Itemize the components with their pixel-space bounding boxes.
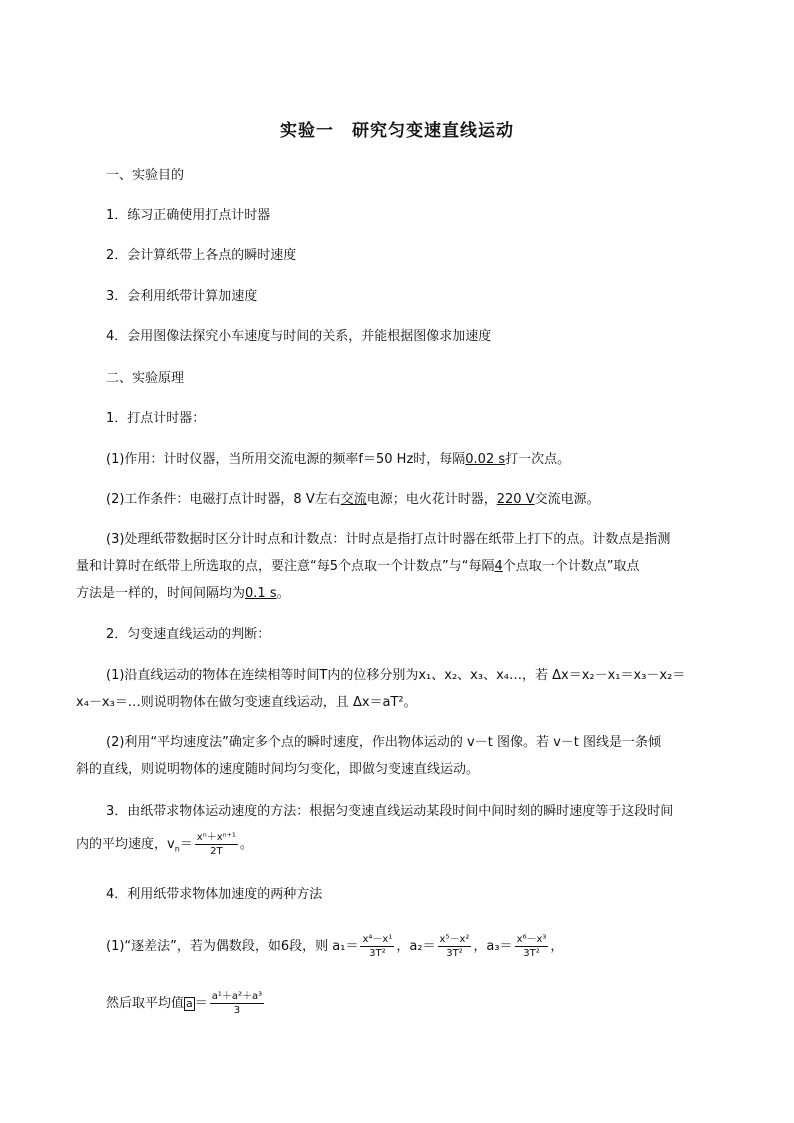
principle-1c-mid: 个点取一个计数点”取点 <box>502 559 640 574</box>
velocity-fraction <box>195 831 238 858</box>
fraction-denominator: 3T² <box>523 948 540 959</box>
principle-4-title: 4．利用纸带求物体加速度的两种方法 <box>106 887 323 902</box>
principle-4a-sep-2: ，a₃＝ <box>473 939 513 954</box>
a1-fraction <box>360 933 394 960</box>
fraction-denominator: 3 <box>233 1005 241 1016</box>
principle-3-line-2 <box>76 831 253 859</box>
principle-1c-tail: 。 <box>276 586 290 601</box>
principle-1a-tail: 打一次点。 <box>505 452 571 467</box>
objective-item-3: 3．会利用纸带计算加速度 <box>106 289 258 304</box>
principle-1-title: 1．打点计时器： <box>106 411 206 426</box>
velocity-subscript: n <box>174 844 180 854</box>
principle-1a-answer: 0.02 s <box>465 452 506 467</box>
a2-fraction <box>438 933 472 960</box>
fraction-numerator: x⁵－x² <box>439 934 470 945</box>
average-fraction <box>210 990 264 1017</box>
principle-1b-text: (2)工作条件：电磁打点计时器，8 V左右 <box>106 492 341 507</box>
fraction-numerator: xⁿ＋xⁿ⁺¹ <box>196 832 236 843</box>
fraction-numerator: a¹＋a²＋a³ <box>211 991 263 1002</box>
principle-1a <box>106 451 570 469</box>
principle-4a-sep-1: ，a₂＝ <box>396 939 436 954</box>
principle-1a-text: (1)作用：计时仪器，当所用交流电源的频率f＝50 Hz时，每隔 <box>106 452 466 467</box>
fraction-numerator: x⁶－x³ <box>516 934 547 945</box>
principle-1c-text-3: 方法是一样的，时间间隔均为 <box>76 586 246 601</box>
principle-2a-line-2: x₄－x₃＝…则说明物体在做匀变速直线运动，且 Δx＝aT²。 <box>76 695 417 710</box>
principle-1c-answer-1: 4 <box>494 559 503 574</box>
principle-2b-line-1: (2)利用“平均速度法”确定多个点的瞬时速度，作出物体运动的 v－t 图像。若 v－t 图线是一条倾 <box>106 735 661 750</box>
principle-1c-line-2 <box>76 558 640 576</box>
section-heading-objectives: 一、实验目的 <box>106 168 185 183</box>
principle-1b-answer-2: 220 V <box>496 492 535 507</box>
principle-1b-answer-1: 交流 <box>340 492 367 507</box>
principle-4a <box>106 933 563 960</box>
section-heading-principle: 二、实验原理 <box>106 371 185 386</box>
objective-item-1: 1．练习正确使用打点计时器 <box>106 208 271 223</box>
principle-2a-line-1: (1)沿直线运动的物体在连续相等时间T内的位移分别为x₁、x₂、x₃、x₄…，若 Δx＝x₂－x₁＝x₃－x₂＝ <box>106 668 686 683</box>
objective-item-2: 2．会计算纸带上各点的瞬时速度 <box>106 248 297 263</box>
principle-2-title: 2．匀变速直线运动的判断： <box>106 627 271 642</box>
page-title: 实验一 研究匀变速直线运动 <box>280 121 514 141</box>
principle-3-tail: 。 <box>239 837 253 852</box>
equals-sign: ＝ <box>179 837 193 852</box>
principle-1c-answer-2: 0.1 s <box>245 586 277 601</box>
equals-sign: ＝ <box>194 996 208 1011</box>
principle-2b-line-2: 斜的直线，则说明物体的速度随时间均匀变化，即做匀变速直线运动。 <box>76 762 480 777</box>
principle-3-line-1: 3．由纸带求物体运动速度的方法：根据匀变速直线运动某段时间中间时刻的瞬时速度等于这段时间 <box>106 804 674 819</box>
principle-4b-text: 然后取平均值 <box>106 996 185 1011</box>
objective-item-4: 4．会用图像法探究小车速度与时间的关系，并能根据图像求加速度 <box>106 329 492 344</box>
principle-3-text: 内的平均速度，v <box>76 837 175 852</box>
principle-1b-mid: 电源；电火花计时器， <box>366 492 497 507</box>
fraction-numerator: x⁴－x¹ <box>362 934 393 945</box>
principle-1b <box>106 491 600 509</box>
fraction-denominator: 2T <box>210 846 223 857</box>
principle-4b <box>106 990 266 1017</box>
principle-4a-tail: ， <box>550 939 564 954</box>
fraction-denominator: 3T² <box>369 948 386 959</box>
principle-4a-text: (1)“逐差法”，若为偶数段，如6段，则 a₁＝ <box>106 939 359 954</box>
average-symbol: a <box>186 997 193 1010</box>
principle-1c-text: 量和计算时在纸带上所选取的点，要注意“每5个点取一个计数点”与“每隔 <box>76 559 495 574</box>
principle-1c-line-1: (3)处理纸带数据时区分计时点和计数点：计时点是指打点计时器在纸带上打下的点。计数点是指测 <box>106 532 671 547</box>
principle-1b-tail: 交流电源。 <box>534 492 600 507</box>
a3-fraction <box>515 933 549 960</box>
principle-1c-line-3 <box>76 585 290 603</box>
fraction-denominator: 3T² <box>446 948 463 959</box>
